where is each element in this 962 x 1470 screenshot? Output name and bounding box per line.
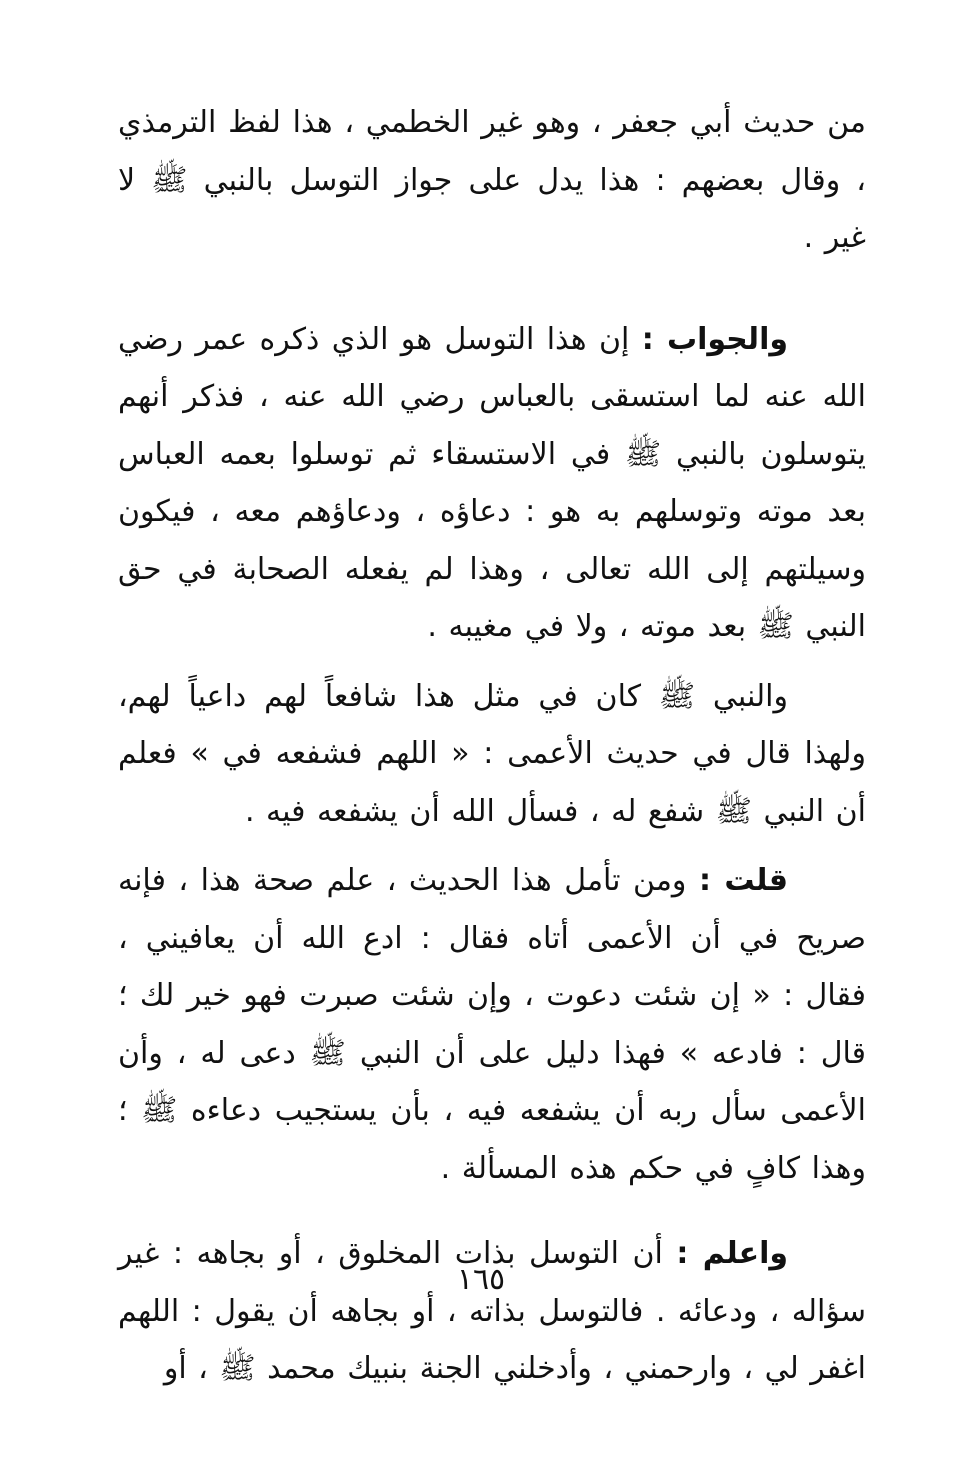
commentary-lead: قلت : bbox=[698, 863, 788, 898]
paragraph-know bbox=[118, 1225, 866, 1398]
answer-lead: والجواب : bbox=[641, 321, 789, 357]
paragraph-text: أن التوسل بذات المخلوق ، أو بجاهه : غير سؤاله ، ودعائه . فالتوسل بذاته ، أو بجاهه أن يقول : اللهم اغفر لي ، وارحمني ، وأدخلني الجنة بنبيك محمد ﷺ ، أو bbox=[118, 1236, 866, 1386]
page-number: ١٦٥ bbox=[456, 1262, 506, 1297]
paragraph-commentary bbox=[118, 852, 866, 1197]
paragraph-prophet-intercession bbox=[118, 668, 866, 841]
paragraph-answer bbox=[118, 311, 866, 656]
know-lead: واعلم : bbox=[676, 1236, 789, 1271]
page-body bbox=[118, 94, 866, 1398]
paragraph-text: من حديث أبي جعفر ، وهو غير الخطمي ، هذا لفظ الترمذي ، وقال بعضهم : هذا يدل على جواز التوسل بالنبي ﷺ لا غير . bbox=[118, 105, 866, 255]
paragraph-hadith-wording bbox=[118, 94, 866, 267]
paragraph-text: ومن تأمل هذا الحديث ، علم صحة هذا ، فإنه صريح في أن الأعمى أتاه فقال : ادع الله أن يعافيني ، فقال : « إن شئت دعوت ، وإن شئت صبرت فهو خير لك ؛ قال : فادعه » فهذا دليل على أن النبي ﷺ دعى له ، وأن الأعمى سأل ربه أن يشفعه فيه ، بأن يستجيب دعاءه ﷺ ؛ وهذا كافٍ في حكم هذه المسألة . bbox=[118, 863, 866, 1186]
paragraph-text: إن هذا التوسل هو الذي ذكره عمر رضي الله عنه لما استسقى بالعباس رضي الله عنه ، فذكر أنهم يتوسلون بالنبي ﷺ في الاستسقاء ثم توسلوا بعمه العباس بعد موته وتوسلهم به هو : دعاؤه ، ودعاؤهم معه ، فيكون وسيلتهم إلى الله تعالى ، وهذا لم يفعله الصحابة في حق النبي ﷺ بعد موته ، ولا في مغيبه . bbox=[118, 321, 866, 644]
paragraph-text: والنبي ﷺ كان في مثل هذا شافعاً لهم داعياً لهم، ولهذا قال في حديث الأعمى : « اللهم فشفعه في » فعلم أن النبي ﷺ شفع له ، فسأل الله أن يشفعه فيه . bbox=[118, 678, 866, 829]
